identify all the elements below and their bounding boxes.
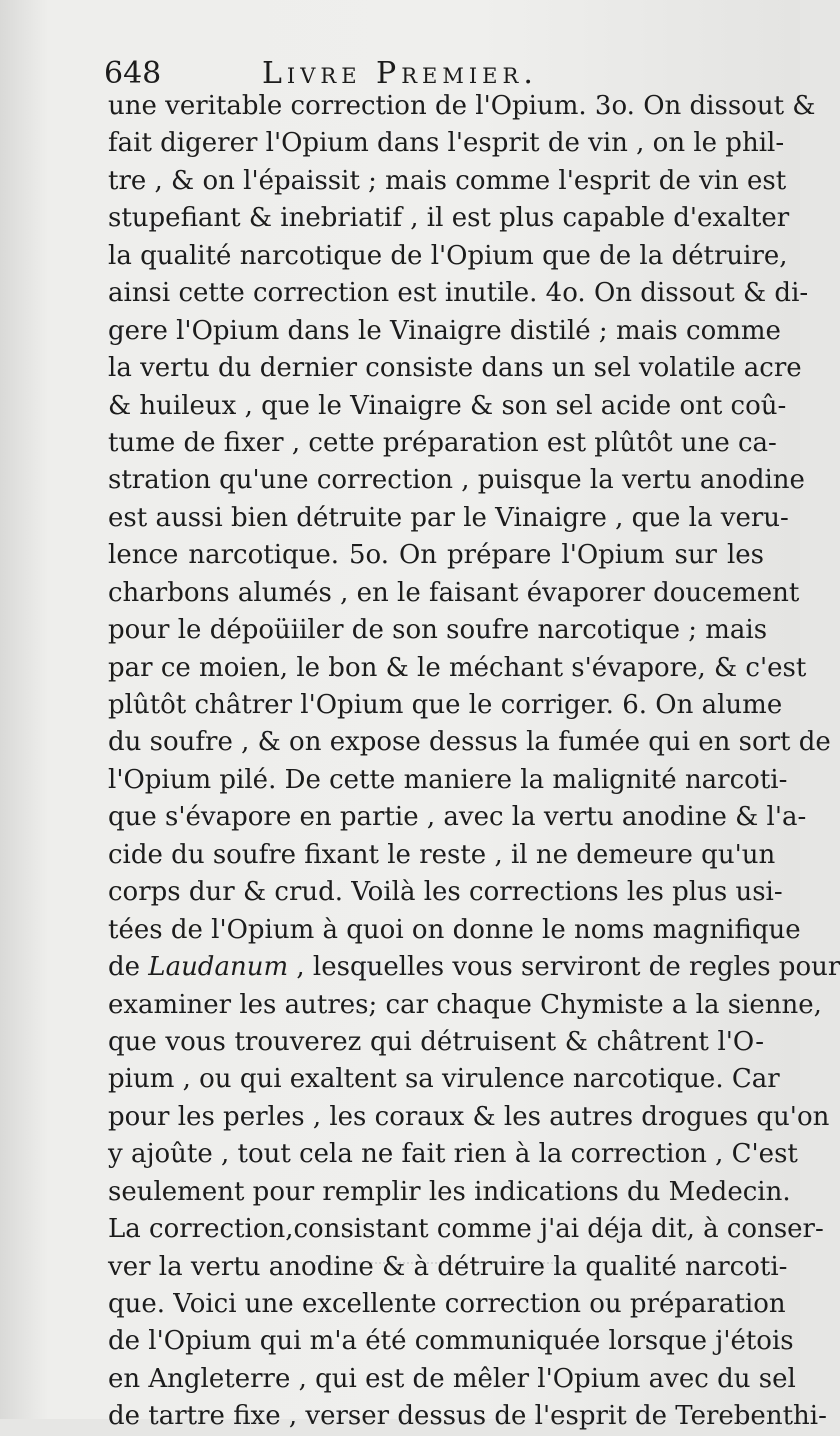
text-line: tre , & on l'épaissit ; mais comme l'esprit de vin est (108, 165, 787, 196)
text-line: pour les perles , les coraux & les autres drogues qu'on (108, 1101, 830, 1132)
text-line: stration qu'une correction , puisque la vertu anodine (108, 465, 805, 496)
text-line: cide du soufre fixant le reste , il ne demeure qu'un (108, 839, 776, 870)
text-line: que vous trouverez qui détruisent & châtrent l'O- (108, 1026, 764, 1057)
text-line: l'Opium pilé. De cette maniere la malignité narcoti- (108, 764, 788, 795)
text-line: ainsi cette correction est inutile. 4o. On dissout & di- (108, 278, 809, 309)
text-line: que. Voici une excellente correction ou préparation (108, 1289, 786, 1319)
text-line: plûtôt châtrer l'Opium que le corriger. 6. On alume (108, 690, 783, 720)
text-line: & huileux , que le Vinaigre & son sel acide ont coû- (108, 390, 787, 421)
text-line: de l'Opium qui m'a été communiquée lorsque j'étois (108, 1326, 794, 1357)
text-line: lence narcotique. 5o. On prépare l'Opium sur les (108, 540, 764, 571)
text-line: en Angleterre , qui est de mêler l'Opium avec du sel (108, 1363, 796, 1394)
text-line: seulement pour remplir les indications du Medecin. (108, 1176, 791, 1207)
italic-word: Laudanum (148, 952, 289, 983)
body-text (108, 88, 840, 1436)
text-line: tume de fixer , cette préparation est plûtôt une ca- (108, 427, 777, 458)
text-line: charbons alumés , en le faisant évaporer doucement (108, 577, 800, 608)
text-line: du soufre , & on expose dessus la fumée qui en sort de (108, 727, 831, 758)
text-line: pium , ou qui exaltent sa virulence narcotique. Car (108, 1064, 780, 1095)
text-line: stupefiant & inebriatif , il est plus capable d'exalter (108, 203, 790, 234)
running-head: Livre Premier. (262, 56, 538, 91)
page-number: 648 (104, 56, 162, 91)
text-line: y ajoûte , tout cela ne fait rien à la correction , C'est (108, 1139, 798, 1170)
text-line: La correction,consistant comme j'ai déja dit, à conser- (108, 1214, 824, 1245)
text-line: une veritable correction de l'Opium. 3o. On dissout & (108, 91, 816, 121)
text-line: gere l'Opium dans le Vinaigre distilé ; mais comme (108, 315, 781, 346)
text-line: corps dur & crud. Voilà les corrections les plus usi- (108, 877, 783, 908)
text-line: la qualité narcotique de l'Opium que de la détruire, (108, 240, 788, 271)
text-line: fait digerer l'Opium dans l'esprit de vin , on le phil- (108, 128, 785, 159)
text-line: tées de l'Opium à quoi on donne le noms magnifique (108, 914, 801, 945)
text-line: que s'évapore en partie , avec la vertu anodine & l'a- (108, 802, 807, 833)
text-line: ver la vertu anodine & à détruire la qualité narcoti- (108, 1251, 788, 1282)
text-line: la vertu du dernier consiste dans un sel volatile acre (108, 353, 802, 384)
show-through-mark (300, 1262, 560, 1286)
text-line: de Laudanum , lesquelles vous serviront de regles pour (108, 952, 840, 983)
text-line: est aussi bien détruite par le Vinaigre , que la veru- (108, 502, 789, 533)
text-line: de tartre fixe , verser dessus de l'esprit de Terebenthi- (108, 1401, 827, 1432)
text-line: par ce moien, le bon & le méchant s'évapore, & c'est (108, 652, 807, 683)
text-line: pour le dépoüiiler de son soufre narcotique ; mais (108, 615, 768, 646)
text-line: examiner les autres; car chaque Chymiste a la sienne, (108, 989, 822, 1020)
